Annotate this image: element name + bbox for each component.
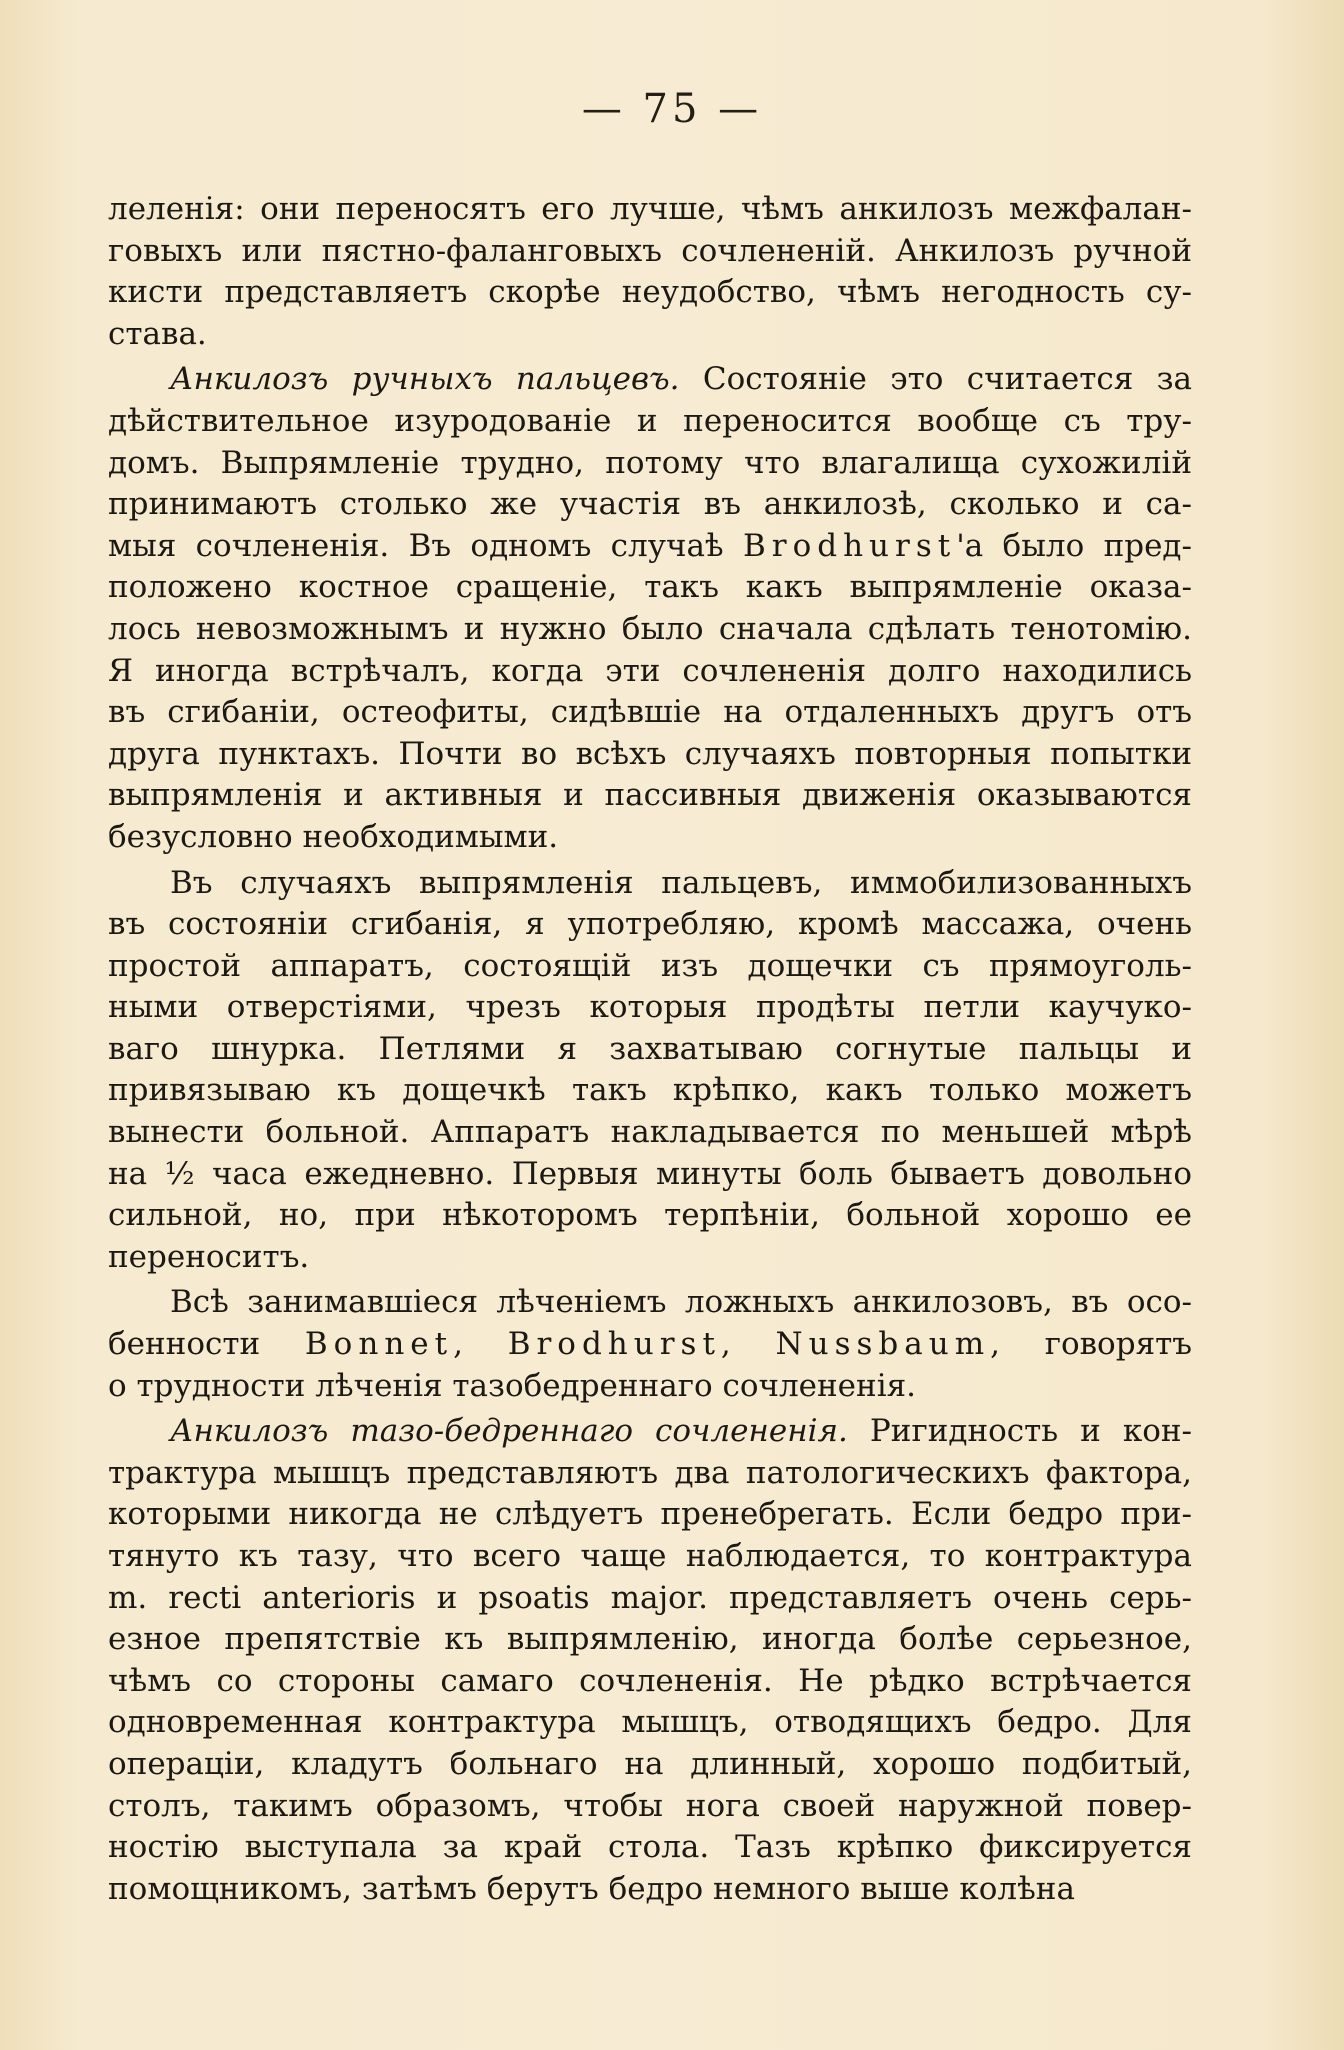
text-line (108, 1619, 1192, 1661)
text-line (108, 775, 1192, 817)
text-line (108, 1453, 1192, 1495)
text-line (108, 1112, 1192, 1154)
text-run: друга пунктахъ. Почти во всѣхъ случаяхъ повторныя попытки (108, 735, 1192, 772)
text-line (108, 946, 1192, 988)
text-run: става. (108, 315, 207, 352)
page-number: — 75 — (581, 86, 763, 132)
body-text (108, 189, 1192, 1910)
text-line (108, 1366, 1192, 1408)
text-line (108, 1661, 1192, 1703)
text-line (108, 987, 1192, 1029)
text-line (108, 817, 1192, 859)
text-run: ностію выступала за край стола. Тазъ крѣпко фиксируется (108, 1829, 1192, 1866)
text-line (108, 443, 1192, 485)
text-run: ваго шнурка. Петлями я захватываю согнутые пальцы и (108, 1030, 1192, 1067)
text-run: положено костное сращеніе, такъ какъ выпрямленіе оказа- (108, 569, 1192, 606)
text-run: говыхъ или пястно-фаланговыхъ сочлененій. Анкилозъ ручной (108, 232, 1192, 269)
text-run: m. recti anterioris и psoatis major. представляетъ очень серь- (108, 1579, 1192, 1616)
text-line (108, 692, 1192, 734)
text-run: Я иногда встрѣчалъ, когда эти сочлененія долго находились (108, 652, 1192, 689)
text-run: выпрямленія и активныя и пассивныя движенія оказываются (108, 777, 1192, 814)
spaced-name: Bonnet (304, 1326, 454, 1363)
text-run: бенности (108, 1326, 305, 1363)
text-line (108, 1744, 1192, 1786)
text-line (108, 734, 1192, 776)
text-line (108, 1195, 1192, 1237)
text-run: вынести больной. Аппаратъ накладывается по меньшей мѣрѣ (108, 1114, 1192, 1151)
text-run: леленія: они переносятъ его лучше, чѣмъ анкилозъ межфалан- (108, 191, 1192, 227)
text-line (108, 1536, 1192, 1578)
text-line (108, 609, 1192, 651)
text-line (108, 1494, 1192, 1536)
text-run: переноситъ. (108, 1238, 310, 1275)
text-run: , (720, 1326, 776, 1363)
text-run: въ сгибаніи, остеофиты, сидѣвшіе на отдаленныхъ другъ отъ (108, 694, 1192, 731)
text-run: кисти представляетъ скорѣе неудобство, чѣмъ негодность су- (108, 274, 1192, 311)
text-line (108, 863, 1192, 905)
text-line (108, 231, 1192, 273)
text-run: , говорятъ (990, 1326, 1192, 1363)
spaced-name: Brodhurst (507, 1326, 721, 1363)
text-line (108, 1154, 1192, 1196)
text-line (108, 1237, 1192, 1279)
text-line (108, 526, 1192, 568)
text-run: 'а было пред- (956, 527, 1192, 564)
spaced-name: Nussbaum (775, 1326, 991, 1363)
text-run: которыми никогда не слѣдуетъ пренебрегать. Если бедро при- (108, 1496, 1192, 1533)
text-line (108, 1827, 1192, 1869)
text-line (108, 189, 1192, 231)
text-run: , (453, 1326, 508, 1363)
text-line (108, 1282, 1192, 1324)
text-run: Состояніе это считается за (679, 361, 1192, 398)
text-run: одновременная контрактура мышцъ, отводящихъ бедро. Для (108, 1704, 1192, 1741)
text-run: ными отверстіями, чрезъ которыя продѣты петли каучуко- (108, 989, 1192, 1026)
text-line (108, 567, 1192, 609)
text-line (108, 1029, 1192, 1071)
spaced-name: Brodhurst (742, 527, 957, 564)
text-run: операціи, кладутъ больнаго на длинный, хорошо подбитый, (108, 1745, 1192, 1782)
text-run: тянуто къ тазу, что всего чаще наблюдается, то контрактура (108, 1538, 1192, 1574)
text-line (108, 401, 1192, 443)
text-line (108, 272, 1192, 314)
text-run: езное препятствіе къ выпрямленію, иногда болѣе серьезное, (108, 1621, 1192, 1658)
text-run: принимаютъ столько же участія въ анкилозѣ, сколько и са- (108, 486, 1192, 523)
text-run: столъ, такимъ образомъ, чтобы нога своей наружной повер- (108, 1787, 1192, 1824)
text-run: Въ случаяхъ выпрямленія пальцевъ, иммобилизованныхъ (170, 864, 1192, 901)
text-run: помощникомъ, затѣмъ берутъ бедро немного выше колѣна (108, 1870, 1075, 1907)
text-line (108, 1869, 1192, 1911)
text-line (108, 1786, 1192, 1828)
text-line (108, 1070, 1192, 1112)
text-run: домъ. Выпрямленіе трудно, потому что влагалища сухожилій (108, 444, 1192, 481)
text-line (108, 1702, 1192, 1744)
text-run: мыя сочлененія. Въ одномъ случаѣ (108, 527, 743, 564)
text-run: привязываю къ дощечкѣ такъ крѣпко, какъ только можетъ (108, 1072, 1192, 1109)
text-line (108, 314, 1192, 356)
text-line (108, 904, 1192, 946)
text-run: сильной, но, при нѣкоторомъ терпѣніи, больной хорошо ее (108, 1197, 1192, 1234)
text-run: чѣмъ со стороны самаго сочлененія. Не рѣдко встрѣчается (108, 1662, 1192, 1699)
text-run: лось невозможнымъ и нужно было сначала сдѣлать тенотомію. (108, 610, 1192, 647)
text-run: о трудности лѣченія тазобедреннаго сочлененія. (108, 1367, 917, 1404)
text-run: трактура мышцъ представляютъ два патологическихъ фактора, (108, 1454, 1192, 1491)
text-line (108, 651, 1192, 693)
italic-heading: Анкилозъ ручныхъ пальцевъ. (170, 361, 680, 398)
italic-heading: Анкилозъ тазо-бедреннаго сочлененія. (170, 1413, 848, 1450)
text-run: въ состояніи сгибанія, я употребляю, кромѣ массажа, очень (108, 906, 1192, 943)
text-run: простой аппаратъ, состоящій изъ дощечки съ прямоуголь- (108, 947, 1192, 984)
text-run: безусловно необходимыми. (108, 818, 559, 855)
text-line (108, 359, 1192, 401)
text-run: Ригидность и кон- (847, 1413, 1192, 1450)
text-line (108, 1324, 1192, 1366)
text-line (108, 484, 1192, 526)
text-run: Всѣ занимавшіеся лѣченіемъ ложныхъ анкилозовъ, въ осо- (170, 1284, 1192, 1321)
text-run: на ½ часа ежедневно. Первыя минуты боль бываетъ довольно (108, 1155, 1192, 1192)
text-run: дѣйствительное изуродованіе и переносится вообще съ тру- (108, 402, 1192, 439)
text-line (108, 1411, 1192, 1453)
text-line (108, 1578, 1192, 1620)
